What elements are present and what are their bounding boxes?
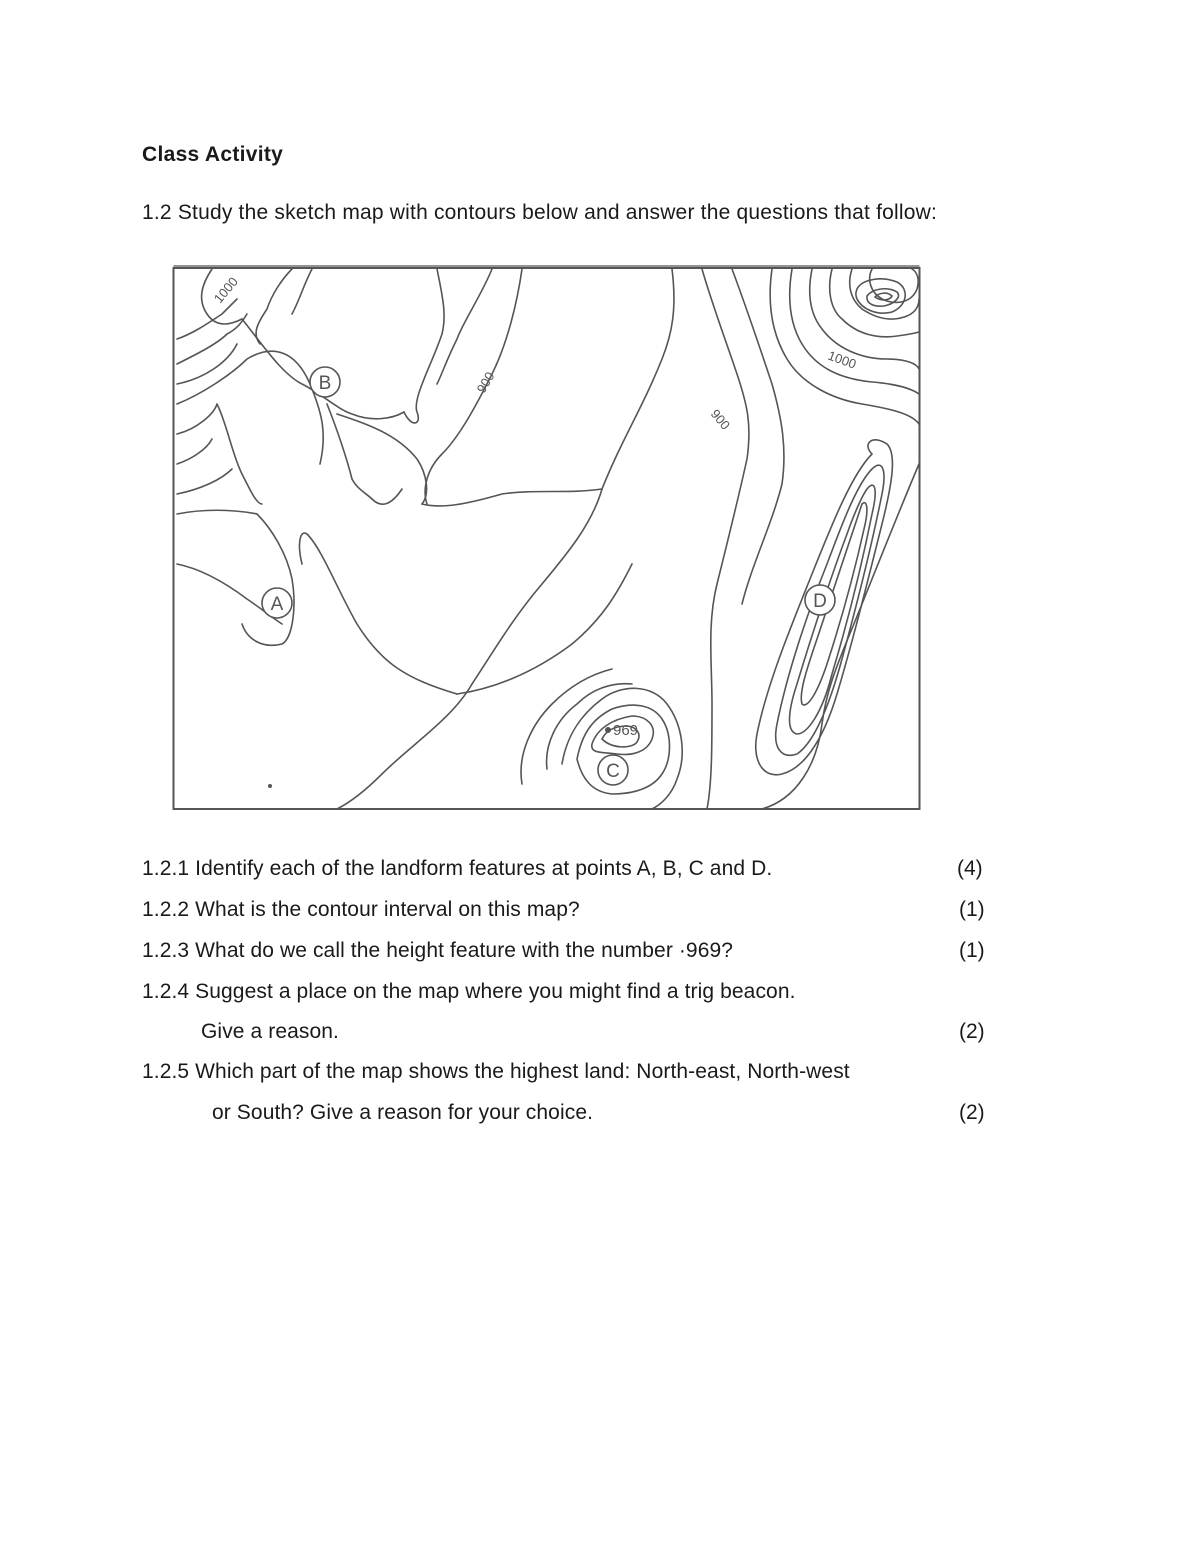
spot-height-dot — [605, 727, 611, 733]
point-b-label: B — [318, 373, 332, 394]
question-1-2-4: 1.2.4 Suggest a place on the map where you might find a trig beacon. — [142, 980, 796, 1003]
contour-label-1000-nw: 1000 — [210, 274, 241, 306]
contour-label-1000-ne: 1000 — [825, 347, 859, 372]
intro-text: 1.2 Study the sketch map with contours below and answer the questions that follow: — [142, 201, 938, 224]
central-contours — [337, 269, 784, 809]
question-1-2-5-marks: (2) — [959, 1101, 985, 1124]
point-d-label: D — [813, 591, 827, 612]
question-1-2-4-marks: (2) — [959, 1020, 985, 1043]
northeast-hill-contours — [770, 269, 919, 424]
question-1-2-3-marks: (1) — [959, 939, 985, 962]
question-1-2-5-continued: or South? Give a reason for your choice. — [212, 1101, 594, 1124]
point-d-marker — [805, 585, 835, 615]
point-b-marker — [310, 367, 340, 397]
contour-label-900-center: 900 — [473, 369, 498, 396]
contour-label-900-east: 900 — [707, 406, 734, 433]
question-1-2-3: 1.2.3 What do we call the height feature with the number ·969? — [142, 939, 734, 962]
question-1-2-1-marks: (4) — [957, 857, 983, 880]
map-dot — [268, 784, 272, 788]
point-c-hill-contours — [521, 669, 682, 809]
point-c-label: C — [606, 761, 620, 782]
point-a-area-contours — [177, 514, 457, 694]
northwest-contours — [177, 269, 602, 514]
point-d-ridge-contours — [756, 440, 919, 809]
question-1-2-1: 1.2.1 Identify each of the landform features at points A, B, C and D. — [142, 857, 773, 880]
question-1-2-2: 1.2.2 What is the contour interval on this map? — [142, 898, 580, 921]
point-a-label: A — [270, 594, 284, 615]
page-heading: Class Activity — [142, 143, 284, 166]
question-1-2-5: 1.2.5 Which part of the map shows the highest land: North-east, North-west — [142, 1060, 850, 1083]
spot-height-label: 969 — [613, 722, 639, 739]
contour-sketch-map — [172, 264, 922, 814]
point-c-marker — [598, 755, 628, 785]
question-1-2-2-marks: (1) — [959, 898, 985, 921]
question-1-2-4-continued: Give a reason. — [201, 1020, 339, 1043]
point-a-marker — [262, 588, 292, 618]
